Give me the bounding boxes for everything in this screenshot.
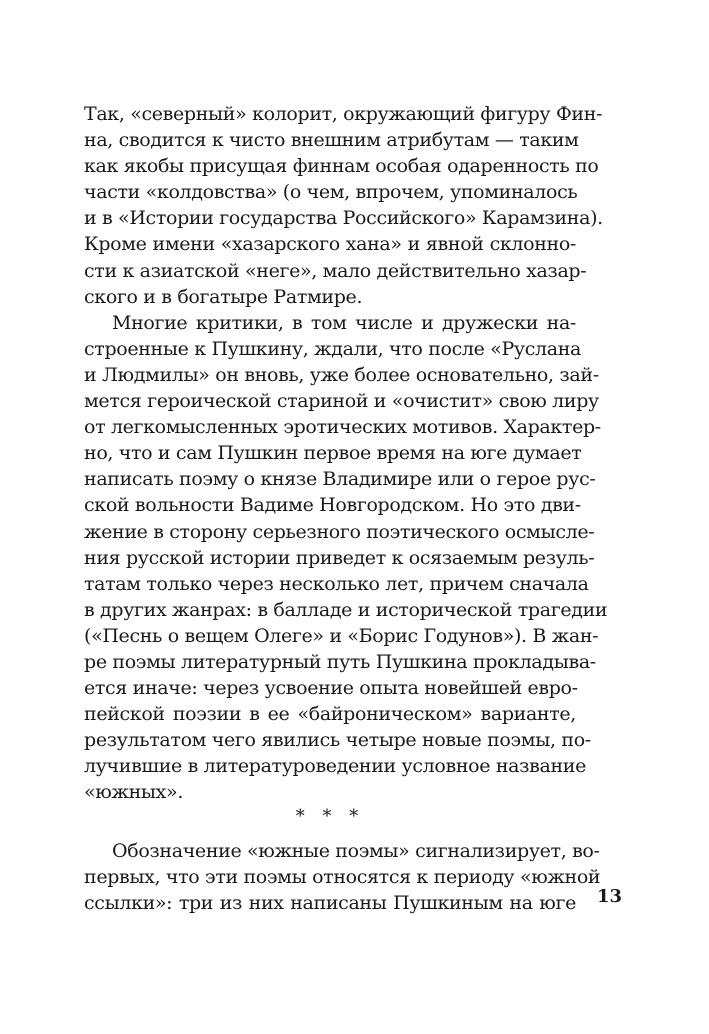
text-line: ссылки»: три из них написаны Пушкиным на юге: [84, 892, 576, 915]
text-line: пейской поэзии в ее «байроническом» варианте,: [84, 703, 576, 726]
text-line: и в «Истории государства Российского» Карамзина).: [84, 207, 603, 230]
text-line: «южных».: [84, 781, 184, 804]
text-line: ния русской истории приведет к осязаемым резуль-: [84, 546, 595, 569]
text-line: на, сводится к чисто внешним атрибутам — таким: [84, 129, 579, 152]
text-line: («Песнь о вещем Олеге» и «Борис Годунов»). В жан-: [84, 624, 599, 647]
paragraph-2: [84, 310, 608, 806]
paragraph-1: [84, 101, 603, 310]
text-line: ского и в богатыре Ратмире.: [84, 285, 363, 308]
text-line: в других жанрах: в балладе и исторической трагедии: [84, 598, 608, 621]
text-line: сти к азиатской «неге», мало действительно хазар-: [84, 259, 587, 282]
text-line: Обозначение «южные поэмы» сигнализирует, во-: [112, 840, 600, 862]
text-line: но, что и сам Пушкин первое время на юге думает: [84, 442, 582, 465]
text-line: части «колдовства» (о чем, впрочем, упоминалось: [84, 181, 578, 204]
text-line: результатом чего явились четыре новые поэмы, по-: [84, 729, 591, 752]
text-line: строенные к Пушкину, ждали, что после «Руслана: [84, 337, 582, 360]
paragraph-3: [84, 838, 601, 916]
text-line: написать поэму о князе Владимире или о герое рус-: [84, 468, 596, 491]
text-line: мется героической стариной и «очистит» свою лиру: [84, 390, 599, 413]
text-line: ется иначе: через усвоение опыта новейшей евро-: [84, 677, 578, 700]
section-separator: * * *: [295, 806, 365, 827]
text-line: первых, что эти поэмы относятся к периоду «южной: [84, 866, 601, 889]
text-line: Кроме имени «хазарского хана» и явной склонно-: [84, 233, 576, 256]
text-line: и Людмилы» он вновь, уже более основательно, зай-: [84, 363, 599, 386]
text-line: как якобы присущая финнам особая одаренность по: [84, 155, 599, 178]
text-line: от легкомысленных эротических мотивов. Характер-: [84, 416, 601, 439]
text-line: Так, «северный» колорит, окружающий фигуру Фин-: [84, 103, 603, 125]
text-line: Многие критики, в том числе и дружески на-: [112, 311, 576, 334]
text-line: ре поэмы литературный путь Пушкина прокладыва-: [84, 650, 596, 673]
text-line: татам только через несколько лет, причем сначала: [84, 572, 589, 595]
main-text: [84, 101, 608, 806]
page-number: 13: [597, 886, 623, 907]
text-line: ской вольности Вадиме Новгородском. Но это дви-: [84, 494, 581, 517]
text-line: жение в сторону серьезного поэтического осмысле-: [84, 520, 595, 543]
text-line: лучившие в литературоведении условное название: [84, 755, 586, 778]
